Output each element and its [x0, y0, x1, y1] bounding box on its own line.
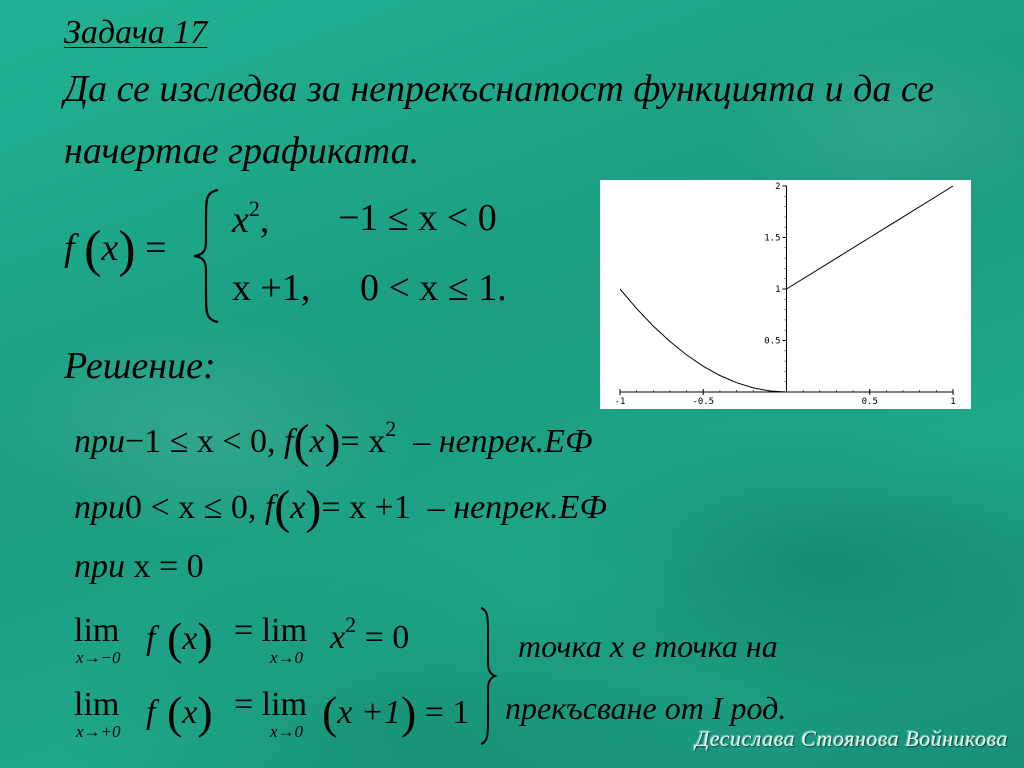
- case-2: x +1, 0 < x ≤ 1.: [232, 267, 507, 309]
- x-tick-label: -1: [614, 397, 626, 407]
- case-1: $x^2$, −1 ≤ x < 0: [232, 196, 497, 241]
- series-line-1: [620, 289, 787, 392]
- conclusion-line-2: прекъсване от I род.: [505, 690, 787, 726]
- y-tick-label: 1: [775, 285, 781, 295]
- y-tick-label: 0.5: [764, 336, 781, 347]
- series-line-2: [787, 186, 954, 289]
- y-tick-label: 2: [775, 182, 781, 192]
- task-title: Задача 17: [64, 14, 208, 51]
- case-2-condition: 0 < x ≤ 1.: [360, 267, 507, 309]
- solution-line-2: при0 < x ≤ 0, f(x)= x +1 – непрек.ЕФ: [74, 481, 607, 534]
- function-lhs: f (x) =: [64, 221, 167, 278]
- solution-line-1: при−1 ≤ x < 0, $f(x)= x^2$ – непрек.ЕФ: [74, 415, 593, 468]
- case-1-condition: −1 ≤ x < 0: [338, 197, 497, 239]
- function-definition: [64, 186, 584, 326]
- problem-statement: Да се изследва за непрекъснатост функцията и да се начертае графиката.: [64, 68, 935, 172]
- x-tick-label: 1: [950, 397, 956, 407]
- left-brace: [188, 186, 224, 326]
- x-tick-label: 0.5: [861, 397, 878, 407]
- right-brace: [478, 604, 498, 748]
- right-limit: lim x→+0 f (x) = lim x→0 (x +1) = 1: [74, 686, 470, 741]
- y-tick-label: 1.5: [764, 233, 781, 244]
- solution-label: Решение:: [64, 345, 216, 387]
- author-signature: Десислава Стоянова Войникова: [695, 726, 1008, 751]
- solution-line-3: при x = 0: [74, 548, 204, 585]
- x-tick-label: -0.5: [692, 397, 715, 407]
- function-graph: [600, 180, 971, 409]
- conclusion-line-1: точка x е точка на: [518, 628, 778, 664]
- left-limit: lim x→−0 f (x) = lim x→0 $x^2 = 0$: [74, 612, 410, 667]
